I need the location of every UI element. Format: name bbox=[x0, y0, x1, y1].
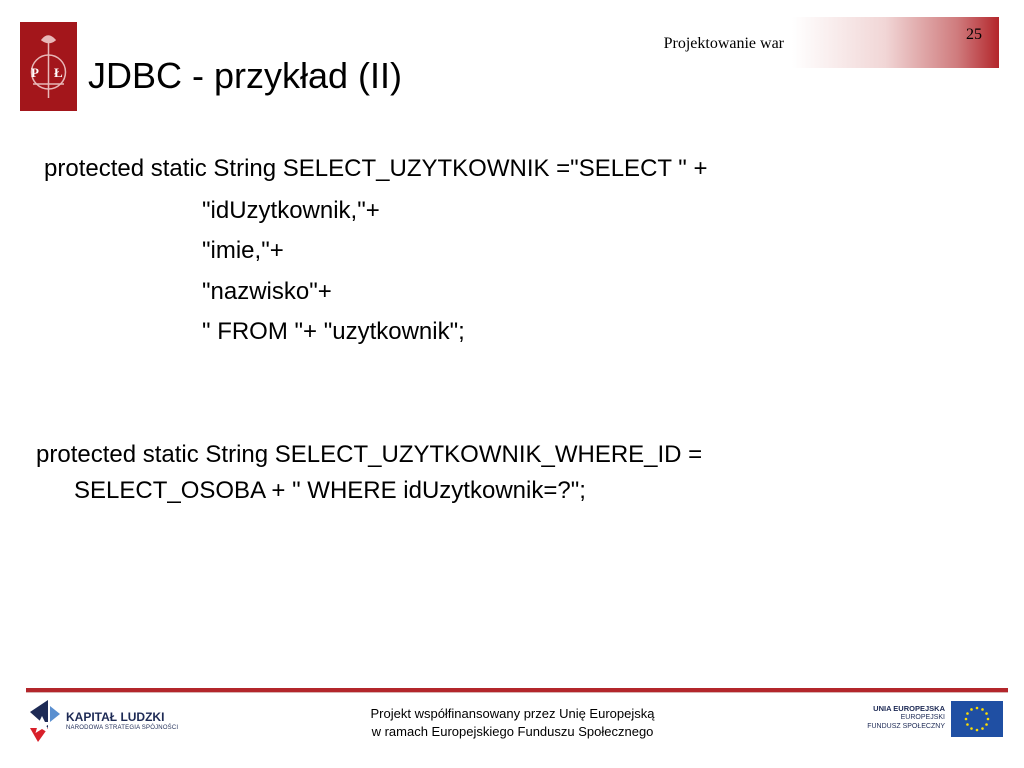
code-line: "nazwisko"+ bbox=[202, 278, 332, 305]
eu-label-line-3: FUNDUSZ SPOŁECZNY bbox=[867, 723, 945, 730]
eu-star-icon bbox=[985, 723, 988, 726]
code-line: protected static String SELECT_UZYTKOWNIK ="SELECT " + bbox=[44, 155, 708, 182]
pl-emblem-icon bbox=[20, 22, 77, 111]
eu-star-icon bbox=[966, 723, 969, 726]
footer-funding-note bbox=[340, 705, 685, 741]
code-line: SELECT_OSOBA + " WHERE idUzytkownik=?"; bbox=[74, 477, 586, 504]
svg-text:P: P bbox=[31, 65, 39, 80]
footer-divider-thin bbox=[26, 692, 1008, 693]
svg-text:Ł: Ł bbox=[54, 65, 63, 80]
code-line: " FROM "+ "uzytkownik"; bbox=[202, 318, 465, 345]
slide-title: JDBC - przykład (II) bbox=[88, 55, 403, 96]
eu-star-icon bbox=[966, 712, 969, 715]
kapital-ludzki-subtitle: NARODOWA STRATEGIA SPÓJNOŚCI bbox=[66, 725, 179, 731]
eu-star-icon bbox=[987, 718, 990, 721]
code-line: protected static String SELECT_UZYTKOWNIK_WHERE_ID = bbox=[36, 441, 703, 468]
code-line: "imie,"+ bbox=[202, 237, 284, 264]
course-name: Projektowanie war bbox=[663, 35, 784, 52]
footer-line-2: w ramach Europejskiego Funduszu Społecznego bbox=[371, 724, 654, 739]
eu-label bbox=[867, 704, 945, 731]
eu-star-icon bbox=[970, 727, 973, 730]
eu-star-icon bbox=[976, 729, 979, 732]
eu-star-icon bbox=[965, 718, 968, 721]
code-line: "idUzytkownik,"+ bbox=[202, 197, 380, 224]
university-logo bbox=[20, 22, 77, 111]
eu-star-icon bbox=[976, 707, 979, 710]
slide-number: 25 bbox=[966, 26, 982, 43]
kapital-ludzki-name: KAPITAŁ LUDZKI bbox=[66, 710, 165, 724]
footer-line-1: Projekt współfinansowany przez Unię Europejską bbox=[370, 706, 655, 721]
eu-star-icon bbox=[981, 708, 984, 711]
eu-label-line-1: UNIA EUROPEJSKA bbox=[873, 704, 945, 713]
eu-star-icon bbox=[970, 708, 973, 711]
eu-star-icon bbox=[985, 712, 988, 715]
eu-flag-icon bbox=[951, 701, 1003, 737]
eu-label-line-2: EUROPEJSKI bbox=[900, 714, 945, 721]
eu-star-icon bbox=[981, 727, 984, 730]
kapital-ludzki-logo-icon bbox=[28, 698, 62, 744]
